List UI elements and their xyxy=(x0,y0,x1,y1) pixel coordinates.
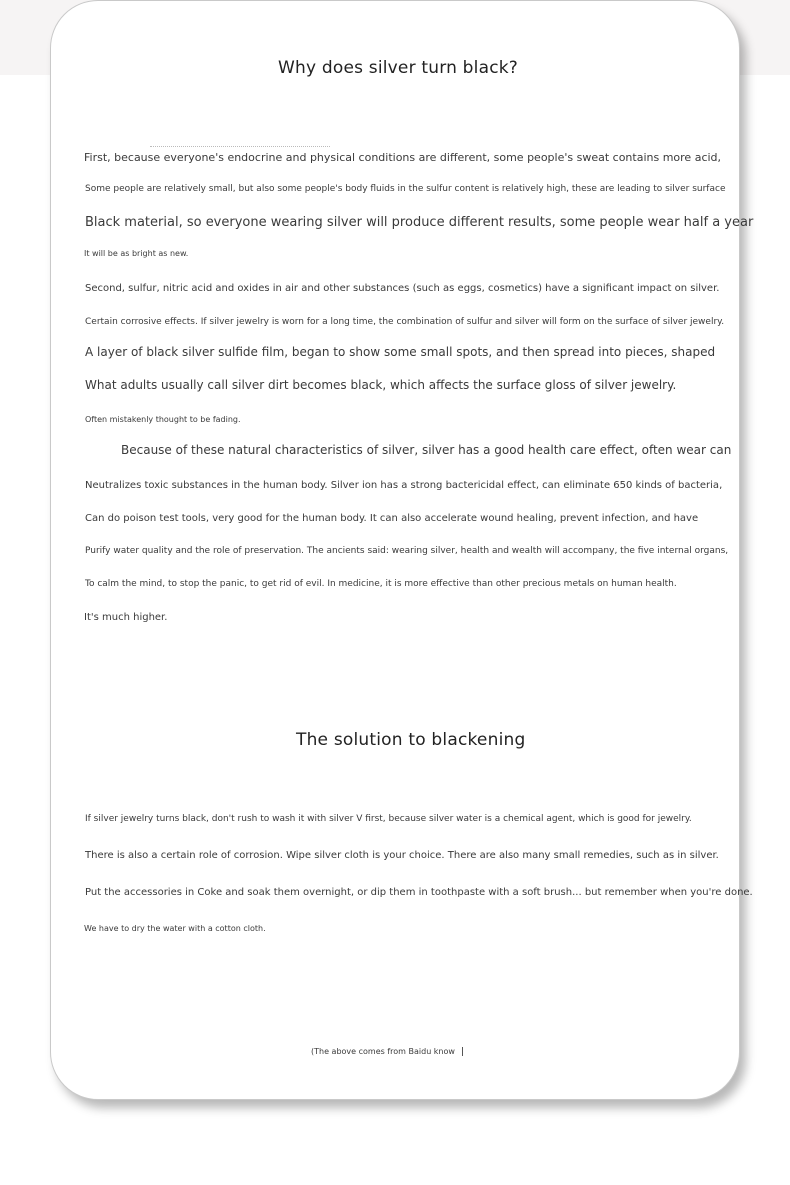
paragraph-line: Because of these natural characteristics of silver, silver has a good health care effect, often wear can xyxy=(121,443,732,457)
section-title-why-black: Why does silver turn black? xyxy=(278,58,519,78)
paragraph-line: Can do poison test tools, very good for the human body. It can also accelerate wound healing, prevent infection, and have xyxy=(85,513,699,524)
paragraph-line: What adults usually call silver dirt becomes black, which affects the surface gloss of silver jewelry. xyxy=(85,378,677,392)
paragraph-line: Put the accessories in Coke and soak them overnight, or dip them in toothpaste with a soft brush... but remember when you're done. xyxy=(85,887,753,898)
paragraph-line: Second, sulfur, nitric acid and oxides in air and other substances (such as eggs, cosmetics) have a significant impact on silver. xyxy=(85,283,720,294)
paragraph-line: Often mistakenly thought to be fading. xyxy=(85,415,241,424)
source-note: (The above comes from Baidu know xyxy=(311,1047,455,1056)
paragraph-line: There is also a certain role of corrosion. Wipe silver cloth is your choice. There are also many small remedies, such as in silver. xyxy=(85,850,719,861)
paragraph-line: First, because everyone's endocrine and physical conditions are different, some people's sweat contains more acid, xyxy=(84,151,722,164)
text-cursor xyxy=(462,1047,463,1056)
paragraph-line: Some people are relatively small, but also some people's body fluids in the sulfur content is relatively high, these are leading to silver surface xyxy=(85,184,726,194)
paragraph-line: Certain corrosive effects. If silver jewelry is worn for a long time, the combination of sulfur and silver will form on the surface of silver jewelry. xyxy=(85,317,725,327)
paragraph-line: To calm the mind, to stop the panic, to get rid of evil. In medicine, it is more effective than other precious metals on human health. xyxy=(85,579,677,589)
paragraph-line: Purify water quality and the role of preservation. The ancients said: wearing silver, health and wealth will accompany, the five internal organs, xyxy=(85,546,729,556)
paragraph-line: It will be as bright as new. xyxy=(84,249,189,258)
section-title-solution: The solution to blackening xyxy=(296,730,526,750)
paragraph-line: A layer of black silver sulfide film, began to show some small spots, and then spread into pieces, shaped xyxy=(85,345,716,359)
paragraph-line: We have to dry the water with a cotton cloth. xyxy=(84,924,266,933)
paragraph-line: It's much higher. xyxy=(84,612,168,623)
paragraph-line: Neutralizes toxic substances in the human body. Silver ion has a strong bactericidal effect, can eliminate 650 kinds of bacteria, xyxy=(85,480,723,491)
paragraph-line: Black material, so everyone wearing silver will produce different results, some people wear half a year xyxy=(85,215,754,230)
faded-text-remnant xyxy=(150,146,330,150)
paragraph-line: If silver jewelry turns black, don't rush to wash it with silver V first, because silver water is a chemical agent, which is good for jewelry. xyxy=(85,814,692,824)
